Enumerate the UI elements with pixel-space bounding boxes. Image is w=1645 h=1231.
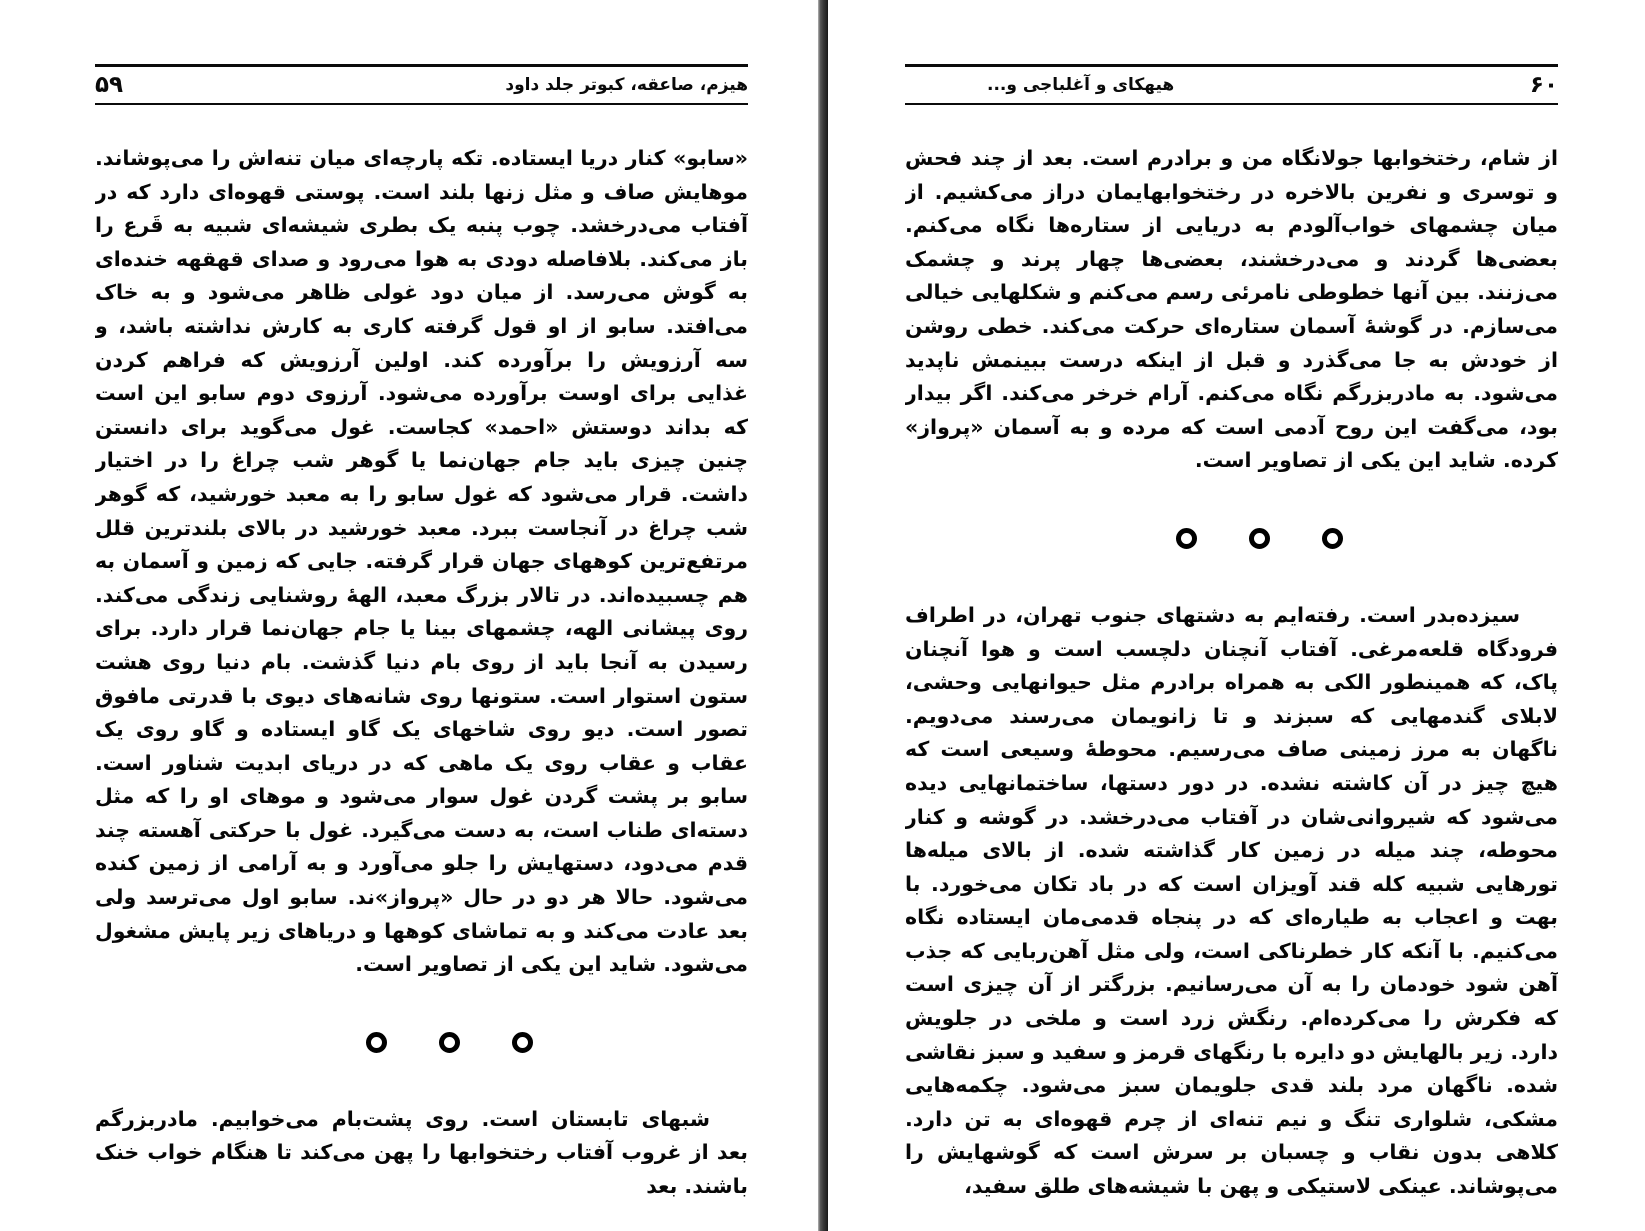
running-head-right: [905, 64, 1558, 105]
running-title-right: هیهکای و آغلباجی و...: [987, 74, 1175, 95]
page-body-right: [905, 142, 1558, 1231]
paragraph: «سابو» کنار دریا ایستاده. تکه پارچه‌ای میان تنه‌اش را می‌پوشاند. موهایش صاف و مثل زنها بلند است. پوستی قهوه‌ای دارد که در آفتاب می‌درخشد. چوب پنبه یک بطری شیشه‌ای شبیه به قَرع را باز می‌کند. بلافاصله دودی به هوا می‌رود و صدای قهقهه خنده‌ای به گوش می‌رسد. از میان دود غولی ظاهر می‌شود و به خاک می‌افتد. سابو از او قول گرفته کاری به کارش نداشته باشد، و سه آرزویش را برآورده کند. اولین آرزویش که فراهم کردن غذایی برای اوست برآورده می‌شود. آرزوی دوم سابو این است که بداند دوستش «احمد» کجاست. غول می‌گوید برای دانستن چنین چیزی باید جام جهان‌نما یا گوهر شب چراغ را در اختیار داشت. قرار می‌شود که غول سابو را به معبد خورشید، که گوهر شب چراغ در آنجاست ببرد. معبد خورشید در بالای بلندترین قلل مرتفع‌ترین کوههای جهان قرار گرفته. جایی که زمین و آسمان به هم چسبیده‌اند. در تالار بزرگ معبد، الهۀ روشنایی زندگی می‌کند. روی پیشانی الهه، چشمهای بینا یا جام جهان‌نما قرار دارد. برای رسیدن به آنجا باید از روی بام دنیا گذشت. بام دنیا روی هشت ستون استوار است. ستونها روی شانه‌های دیوی با قدرتی مافوق تصور است. دیو روی شاخهای یک گاو ایستاده و گاو روی یک عقاب و عقاب روی یک ماهی که در دریای ابدیت شناور است. سابو بر پشت گردن غول سوار می‌شود و موهای او را که مثل دسته‌ای طناب است، به دست می‌گیرد. غول با حرکتی آهسته چند قدم می‌دود، دستهایش را جلو می‌آورد و به آرامی از زمین کنده می‌شود. حالا هر دو در حال «پرواز»ند. سابو اول می‌ترسد ولی بعد عادت می‌کند و به تماشای کوهها و دریاهای زیر پایش مشغول می‌شود. شاید این یکی از تصاویر است.: [95, 146, 748, 977]
paragraph: شبهای تابستان است. روی پشت‌بام می‌خوابیم. مادربزرگم بعد از غروب آفتاب رختخوابها را پهن می‌کند تا هنگام خواب خنک باشند. بعد: [95, 1106, 748, 1199]
separator-dot-icon: [1249, 528, 1270, 549]
separator-dot-icon: [1322, 528, 1343, 549]
paragraph: از شام، رختخوابها جولانگاه من و برادرم است. بعد از چند فحش و توسری و نفرین بالاخره در رختخوابهایمان دراز می‌کشیم. از میان چشمهای خواب‌آلودم به دریایی از ستاره‌ها نگاه می‌کنم. بعضی‌ها گردند و می‌درخشند، بعضی‌ها چهار پرند و چشمک می‌زنند. بین آنها خطوطی نامرئی رسم می‌کنم و شکلهایی خیالی می‌سازم. در گوشهٔ آسمان ستاره‌ای حرکت می‌کند. خطی روشن از خودش به جا می‌گذرد و قبل از اینکه درست ببینمش ناپدید می‌شود. به مادربزرگم نگاه می‌کنم. آرام خرخر می‌کند. اگر بیدار بود، می‌گفت این روح آدمی است که مرده و به آسمان «پرواز» کرده. شاید این یکی از تصاویر است.: [905, 146, 1558, 473]
page-body-left: [95, 142, 748, 1231]
page-right: [905, 0, 1558, 1231]
page-number-left: ۵۹: [95, 71, 124, 98]
section-separator: [123, 1032, 748, 1053]
separator-dot-icon: [1176, 528, 1197, 549]
separator-dot-icon: [512, 1032, 533, 1053]
running-head-left: [95, 64, 748, 105]
paragraph: سیزده‌بدر است. رفته‌ایم به دشتهای جنوب تهران، در اطراف فرودگاه قلعه‌مرغی. آفتاب آنچنان دلچسب است و هوا آنچنان پاک، که همینطور الکی به همراه برادرم مثل حیوانهایی وحشی، لابلای گندمهایی که سبزند و تا زانویمان می‌رسند می‌دویم. ناگهان به مرز زمینی صاف می‌رسیم. محوطهٔ وسیعی است که هیچ چیز در آن کاشته نشده. در دور دستها، ساختمانهایی دیده می‌شود که شیروانی‌شان در آفتاب می‌درخشد. در گوشه و کنار محوطه، چند میله در زمین کار گذاشته شده. از بالای میله‌ها تورهایی شبیه کله قند آویزان است که در باد تکان می‌خورد. با بهت و اعجاب به طیاره‌ای که در پنجاه قدمی‌مان ایستاده نگاه می‌کنیم. با آنکه کار خطرناکی است، ولی مثل آهن‌ربایی که جذب آهن شود خودمان را به آن می‌رسانیم. بزرگتر از آن چیزی است که فکرش را می‌کرده‌ام. رنگش زرد است و ملخی در جلویش دارد. زیر بالهایش دو دایره با رنگهای قرمز و سفید و سبز نقاشی شده. ناگهان مرد بلند قدی جلویمان سبز می‌شود. چکمه‌هایی مشکی، شلواری تنگ و نیم تنه‌ای از چرم قهوه‌ای به تن دارد. کلاهی بدون نقاب و چسبان بر سرش است که گوشهایش را می‌پوشاند. عینکی لاستیکی و پهن با شیشه‌های طلق سفید،: [905, 602, 1558, 1199]
separator-dot-icon: [439, 1032, 460, 1053]
section-separator: [933, 528, 1558, 549]
page-number-right: ۶۰: [1529, 71, 1558, 98]
separator-dot-icon: [366, 1032, 387, 1053]
page-left: [95, 0, 748, 1231]
running-title-left: هیزم، صاعقه، کبوتر جلد داود: [505, 74, 748, 95]
book-spine-gutter: [818, 0, 828, 1231]
